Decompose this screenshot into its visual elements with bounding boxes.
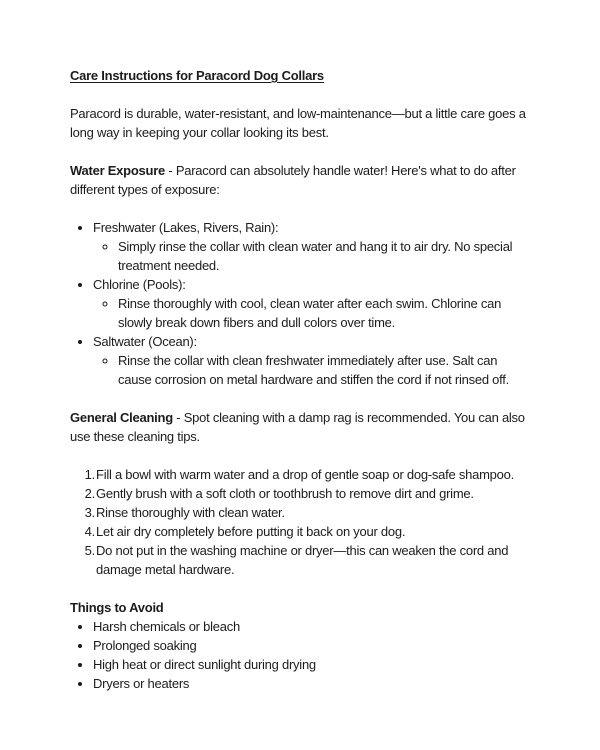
list-item-chlorine bbox=[93, 275, 532, 332]
list-item-detail bbox=[118, 351, 532, 389]
list-item-detail-text: Rinse thoroughly with cool, clean water after each swim. Chlorine can slowly break down fibers and dull colors over time. bbox=[118, 296, 502, 330]
cleaning-step bbox=[96, 465, 532, 484]
general-cleaning-heading: General Cleaning bbox=[70, 410, 173, 425]
general-cleaning-text: - Spot cleaning with a damp rag is recommended. You can also use these cleaning tips. bbox=[70, 410, 525, 444]
things-to-avoid-heading: Things to Avoid bbox=[70, 600, 164, 615]
cleaning-step bbox=[96, 522, 532, 541]
cleaning-step bbox=[96, 484, 532, 503]
avoid-item bbox=[93, 617, 532, 636]
list-item-detail bbox=[118, 294, 532, 332]
intro-paragraph: Paracord is durable, water-resistant, and low-maintenance—but a little care goes a long way in keeping your collar looking its best. bbox=[70, 106, 526, 140]
document-title: Care Instructions for Paracord Dog Collars bbox=[70, 68, 324, 83]
things-to-avoid-list bbox=[70, 617, 532, 693]
water-exposure-paragraph bbox=[70, 161, 532, 199]
list-item-saltwater bbox=[93, 332, 532, 389]
chlorine-sublist bbox=[93, 294, 532, 332]
general-cleaning-paragraph bbox=[70, 408, 532, 446]
list-item-detail bbox=[118, 237, 532, 275]
saltwater-sublist bbox=[93, 351, 532, 389]
cleaning-steps-list bbox=[70, 465, 532, 579]
cleaning-step bbox=[96, 503, 532, 522]
list-item-label: Chlorine (Pools): bbox=[93, 277, 186, 292]
list-item-freshwater bbox=[93, 218, 532, 275]
avoid-item bbox=[93, 655, 532, 674]
water-exposure-text: - Paracord can absolutely handle water! Here's what to do after different types of exposure: bbox=[70, 163, 516, 197]
cleaning-step-text: Let air dry completely before putting it back on your dog. bbox=[96, 524, 406, 539]
list-item-label: Saltwater (Ocean): bbox=[93, 334, 197, 349]
avoid-item-text: Prolonged soaking bbox=[93, 638, 197, 653]
avoid-item-text: High heat or direct sunlight during drying bbox=[93, 657, 316, 672]
avoid-item bbox=[93, 636, 532, 655]
cleaning-step bbox=[96, 541, 532, 579]
list-item-detail-text: Simply rinse the collar with clean water and hang it to air dry. No special treatment needed. bbox=[118, 239, 513, 273]
cleaning-step-text: Do not put in the washing machine or dryer—this can weaken the cord and damage metal hardware. bbox=[96, 543, 509, 577]
avoid-item-text: Harsh chemicals or bleach bbox=[93, 619, 240, 634]
list-item-label: Freshwater (Lakes, Rivers, Rain): bbox=[93, 220, 279, 235]
list-item-detail-text: Rinse the collar with clean freshwater immediately after use. Salt can cause corrosion on metal hardware and stiffen the cord if not rinsed off. bbox=[118, 353, 510, 387]
water-exposure-list bbox=[70, 218, 532, 389]
water-exposure-heading: Water Exposure bbox=[70, 163, 165, 178]
cleaning-step-text: Rinse thoroughly with clean water. bbox=[96, 505, 285, 520]
things-to-avoid-heading-paragraph bbox=[70, 598, 532, 617]
freshwater-sublist bbox=[93, 237, 532, 275]
cleaning-step-text: Fill a bowl with warm water and a drop of gentle soap or dog-safe shampoo. bbox=[96, 467, 514, 482]
cleaning-step-text: Gently brush with a soft cloth or toothbrush to remove dirt and grime. bbox=[96, 486, 474, 501]
avoid-item-text: Dryers or heaters bbox=[93, 676, 190, 691]
avoid-item bbox=[93, 674, 532, 693]
